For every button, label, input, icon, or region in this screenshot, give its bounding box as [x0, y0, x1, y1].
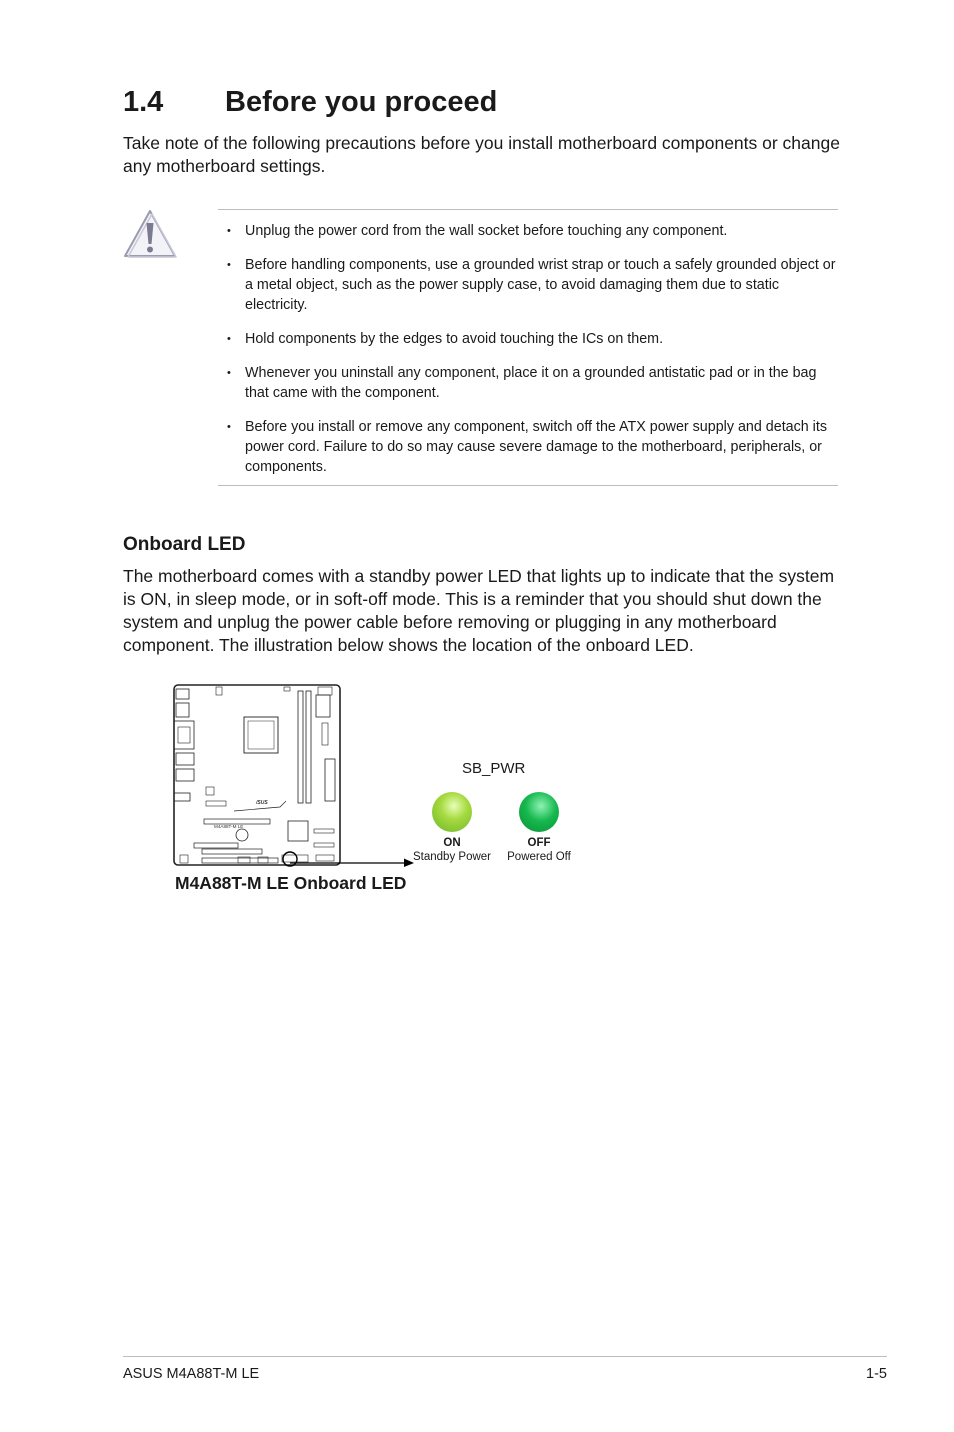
footer-product-name: ASUS M4A88T-M LE: [123, 1366, 260, 1382]
precaution-item: • Unplug the power cord from the wall socket before touching any component.: [227, 221, 839, 241]
precaution-item: • Before handling components, use a grounded wrist strap or touch a safely grounded object or a metal object, such as the power supply case, to avoid damaging them due to static electricity.: [227, 255, 839, 315]
warning-icon: [123, 209, 177, 259]
led-off-label: OFF: [527, 837, 551, 849]
led-on-label: ON: [443, 837, 461, 849]
diagram-caption: M4A88T-M LE Onboard LED: [175, 873, 407, 893]
led-on-indicator: [432, 792, 472, 832]
section-number: 1.4: [123, 86, 164, 118]
precaution-item: • Before you install or remove any component, switch off the ATX power supply and detach its power cord. Failure to do so may cause severe damage to the motherboard, peripherals, or components.: [227, 417, 839, 477]
notes-bottom-divider: [218, 485, 838, 486]
board-model-label: M4A88T-M LE: [214, 824, 244, 829]
section-title-text: Before you proceed: [225, 86, 498, 118]
onboard-led-heading: Onboard LED: [123, 534, 246, 555]
notes-top-divider: [218, 209, 838, 210]
led-on-description: Standby Power: [413, 851, 491, 863]
intro-paragraph: Take note of the following precautions before you install motherboard components or change any motherboard settings.: [123, 133, 840, 176]
led-off-description: Powered Off: [507, 851, 571, 863]
footer-divider: [123, 1356, 887, 1357]
led-pointer-arrow: [290, 853, 415, 867]
onboard-led-paragraph: The motherboard comes with a standby power LED that lights up to indicate that the system is ON, in sleep mode, or in soft-off mode. This is a reminder that you should shut down the system and unplug the power cable before removing or plugging in any motherboard component. The illustration below shows the location of the onboard LED.: [123, 566, 835, 655]
board-brand-label: /SUS: [256, 800, 268, 806]
footer-page-number: 1-5: [866, 1366, 887, 1382]
precaution-item: • Hold components by the edges to avoid touching the ICs on them.: [227, 329, 839, 349]
precaution-list: [227, 221, 839, 491]
led-off-indicator: [519, 792, 559, 832]
section-title: [123, 86, 497, 119]
motherboard-diagram: [172, 683, 342, 867]
sb-pwr-label: SB_PWR: [462, 760, 526, 777]
precaution-item: • Whenever you uninstall any component, place it on a grounded antistatic pad or in the bag that came with the component.: [227, 363, 839, 403]
